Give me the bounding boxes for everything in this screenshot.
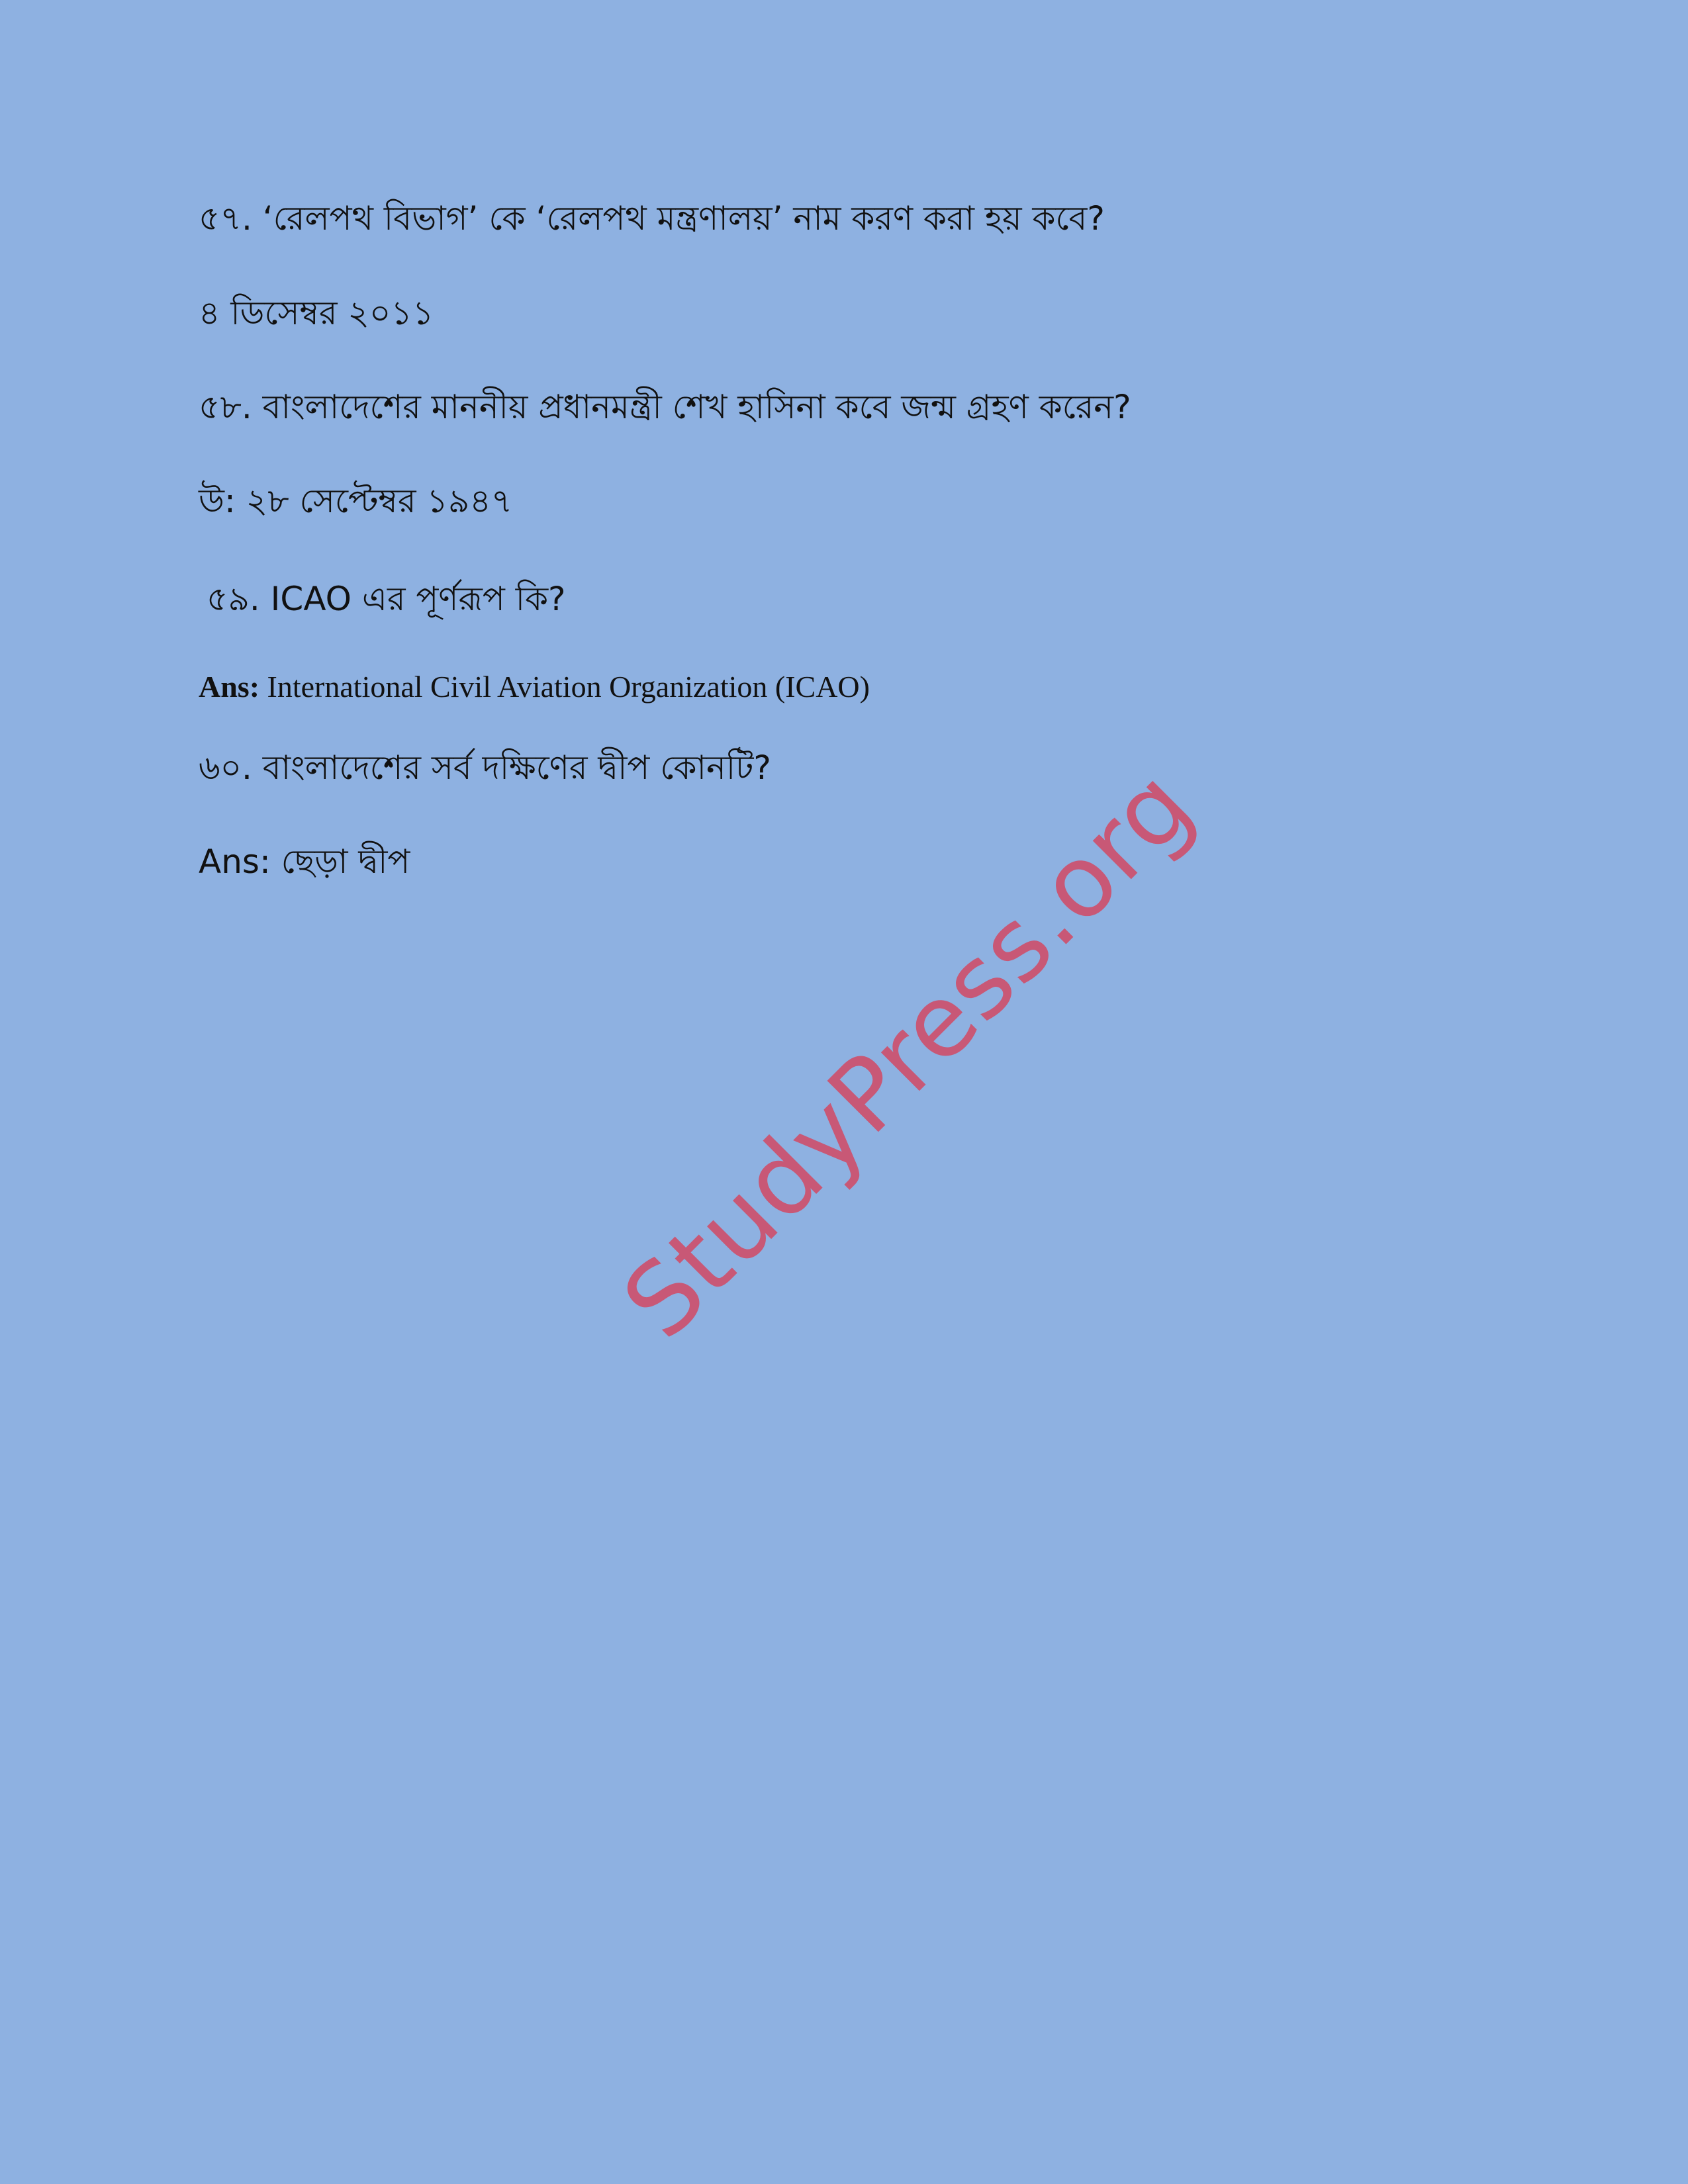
question-58: ৫৮. বাংলাদেশের মাননীয় প্রধানমন্ত্রী শেখ হাসিনা কবে জন্ম গ্রহণ করেন?: [199, 388, 1131, 426]
watermark: StudyPress.org: [602, 747, 1215, 1361]
answer-60: Ans: ছেড়া দ্বীপ: [199, 842, 410, 881]
answer-59: [199, 668, 870, 705]
answer-label: Ans:: [199, 670, 260, 704]
answer-58: উ: ২৮ সেপ্টেম্বর ১৯৪৭: [199, 482, 513, 520]
answer-57: ৪ ডিসেম্বর ২০১১: [199, 294, 434, 332]
question-57: ৫৭. ‘রেলপথ বিভাগ’ কে ‘রেলপথ মন্ত্রণালয়’ নাম করণ করা হয় কবে?: [199, 199, 1105, 238]
question-60: ৬০. বাংলাদেশের সর্ব দক্ষিণের দ্বীপ কোনটি?: [199, 749, 771, 787]
answer-text: International Civil Aviation Organization (ICAO): [267, 670, 870, 704]
question-59: ৫৯. ICAO এর পূর্ণরূপ কি?: [207, 580, 566, 618]
